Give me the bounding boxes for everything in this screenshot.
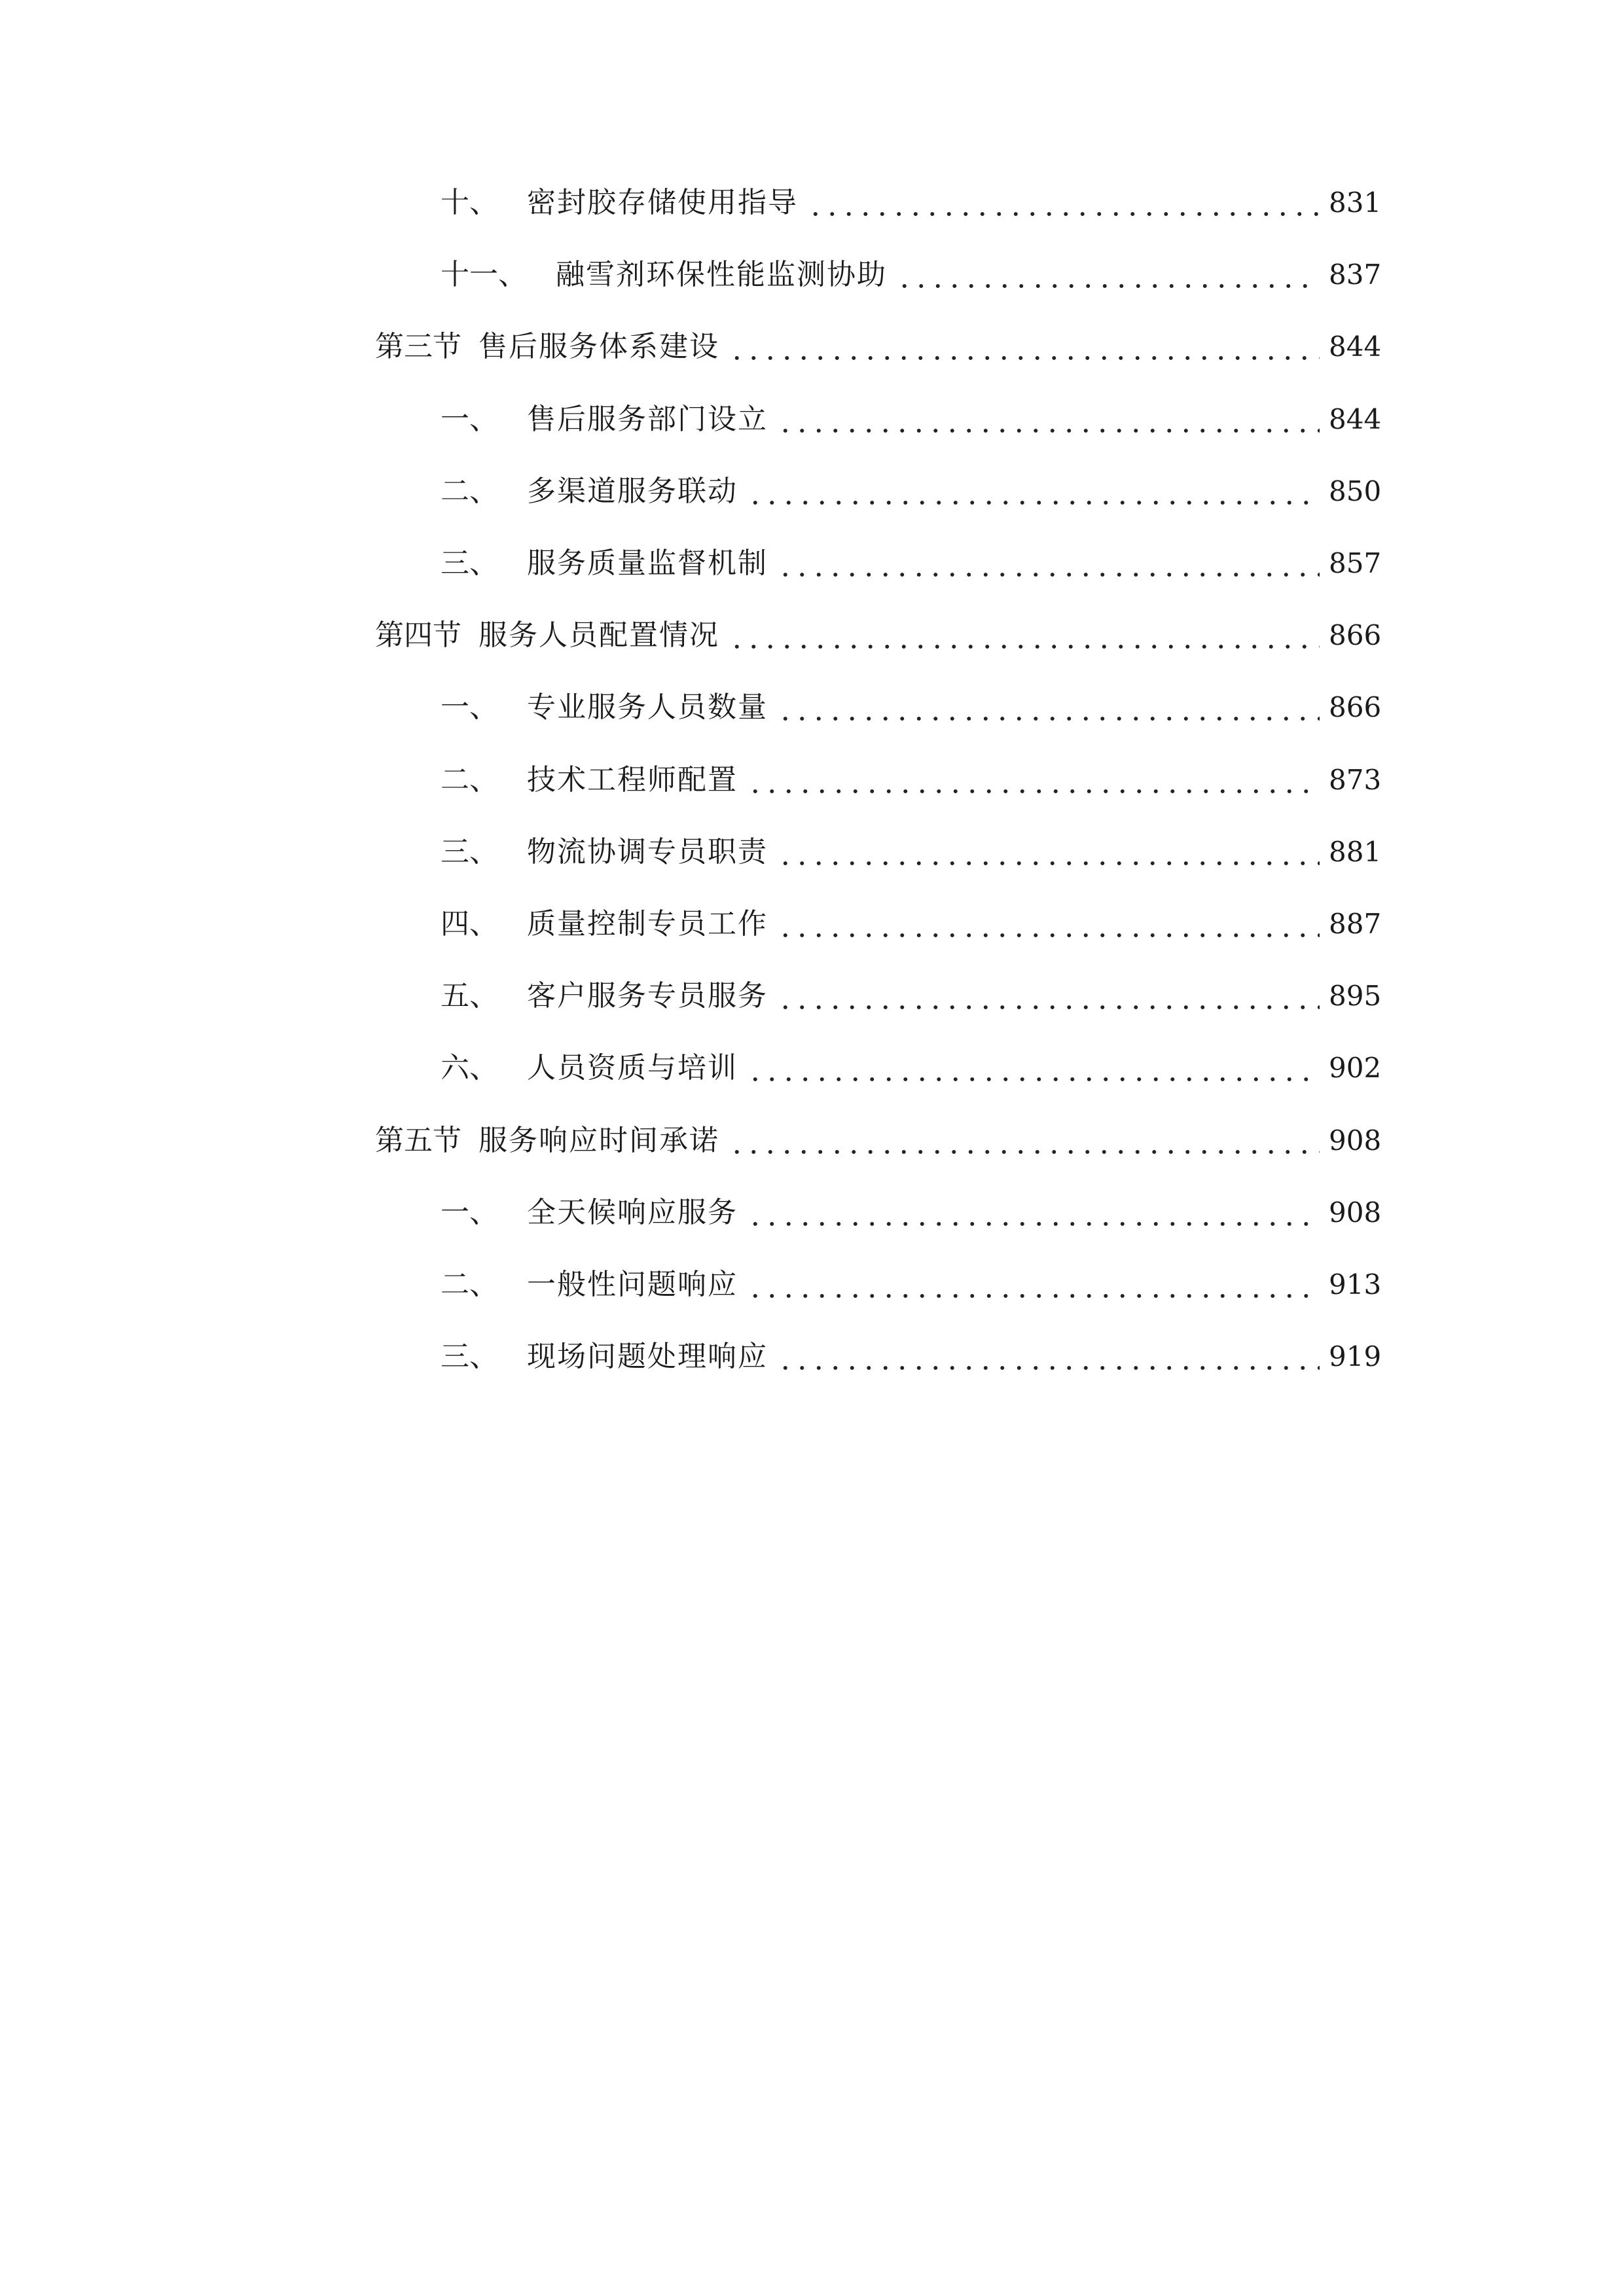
toc-entry-title: 融雪剂环保性能监测协助 xyxy=(556,258,887,292)
dot-leader xyxy=(747,465,1320,518)
toc-entry-label xyxy=(441,537,768,590)
toc-entry-title: 多渠道服务联动 xyxy=(527,474,738,508)
toc-entry-line xyxy=(441,249,1381,301)
toc-page-number: 850 xyxy=(1329,475,1382,507)
dot-leader xyxy=(777,826,1320,878)
toc-subsection-entry[interactable] xyxy=(0,393,1624,446)
toc-entry-line xyxy=(441,465,1381,518)
toc-entry-line xyxy=(441,754,1381,806)
toc-entry-label xyxy=(441,249,887,301)
toc-entry-number: 二、 xyxy=(441,762,498,797)
toc-entry-number: 二、 xyxy=(441,1268,498,1301)
toc-section-entry[interactable] xyxy=(0,1115,1624,1167)
toc-subsection-entry[interactable] xyxy=(0,681,1624,734)
toc-entry-title: 密封胶存储使用指导 xyxy=(527,186,798,219)
dot-leader xyxy=(729,609,1320,662)
toc-page-number: 908 xyxy=(1329,1196,1382,1229)
toc-page-number: 873 xyxy=(1329,763,1382,796)
toc-entry-number: 第四节 xyxy=(375,619,461,653)
dot-leader xyxy=(729,321,1320,373)
toc-subsection-entry[interactable] xyxy=(0,898,1624,950)
toc-entry-number: 一、 xyxy=(441,1195,498,1229)
toc-entry-line xyxy=(441,826,1381,878)
toc-entry-label xyxy=(441,754,738,806)
toc-entry-number: 一、 xyxy=(441,691,498,725)
toc-entry-title: 技术工程师配置 xyxy=(527,762,738,797)
toc-entry-title: 全天候响应服务 xyxy=(527,1195,738,1229)
toc-entry-number: 六、 xyxy=(441,1051,498,1085)
toc-entry-number: 第三节 xyxy=(375,330,461,364)
toc-page-number: 844 xyxy=(1329,331,1382,363)
toc-entry-title: 服务响应时间承诺 xyxy=(478,1123,719,1157)
toc-page-number: 831 xyxy=(1329,187,1382,219)
toc-entry-label xyxy=(441,465,738,518)
toc-subsection-entry[interactable] xyxy=(0,177,1624,229)
toc-page-number: 857 xyxy=(1329,547,1382,579)
dot-leader xyxy=(729,1115,1320,1167)
toc-entry-line xyxy=(441,1259,1381,1311)
toc-entry-number: 五、 xyxy=(441,979,498,1013)
toc-subsection-entry[interactable] xyxy=(0,465,1624,518)
toc-entry-label xyxy=(441,393,768,446)
toc-entry-label xyxy=(441,1331,768,1383)
dot-leader xyxy=(747,1187,1320,1239)
toc-entry-line xyxy=(441,177,1381,229)
dot-leader xyxy=(777,898,1320,950)
dot-leader xyxy=(747,1259,1320,1311)
toc-entry-title: 一般性问题响应 xyxy=(527,1268,738,1301)
toc-subsection-entry[interactable] xyxy=(0,249,1624,301)
toc-subsection-entry[interactable] xyxy=(0,1042,1624,1094)
toc-entry-label xyxy=(441,826,768,878)
toc-entry-title: 售后服务体系建设 xyxy=(478,330,719,364)
toc-entry-title: 服务人员配置情况 xyxy=(478,619,719,653)
dot-leader xyxy=(896,249,1320,301)
toc-subsection-entry[interactable] xyxy=(0,1187,1624,1239)
toc-entry-label xyxy=(441,970,768,1022)
toc-entry-label xyxy=(441,1187,738,1239)
toc-entry-number: 一、 xyxy=(441,402,498,436)
toc-entry-label xyxy=(375,321,719,373)
toc-subsection-entry[interactable] xyxy=(0,1259,1624,1311)
toc-entry-number: 第五节 xyxy=(375,1123,461,1157)
toc-subsection-entry[interactable] xyxy=(0,754,1624,806)
toc-page-number: 887 xyxy=(1329,908,1382,940)
toc-subsection-entry[interactable] xyxy=(0,1331,1624,1383)
toc-page-number: 881 xyxy=(1329,835,1382,868)
toc-page-number: 908 xyxy=(1329,1124,1382,1157)
toc-entry-line xyxy=(375,609,1381,662)
toc-entry-number: 二、 xyxy=(441,474,498,508)
dot-leader xyxy=(777,970,1320,1022)
toc-section-entry[interactable] xyxy=(0,609,1624,662)
toc-entry-title: 服务质量监督机制 xyxy=(527,547,768,580)
toc-entry-line xyxy=(441,537,1381,590)
toc-subsection-entry[interactable] xyxy=(0,826,1624,878)
toc-page-number: 913 xyxy=(1329,1268,1382,1300)
dot-leader xyxy=(777,681,1320,734)
dot-leader xyxy=(777,393,1320,446)
dot-leader xyxy=(777,1331,1320,1383)
dot-leader xyxy=(777,537,1320,590)
toc-page-number: 866 xyxy=(1329,619,1382,652)
dot-leader xyxy=(747,1042,1320,1094)
toc-entry-line xyxy=(441,393,1381,446)
toc-entry-line xyxy=(441,1331,1381,1383)
toc-page-number: 919 xyxy=(1329,1340,1382,1373)
toc-entry-number: 四、 xyxy=(441,907,498,941)
toc-entry-title: 现场问题处理响应 xyxy=(527,1340,768,1374)
toc-entry-line xyxy=(441,1187,1381,1239)
toc-entry-label xyxy=(441,177,798,229)
toc-entry-number: 三、 xyxy=(441,547,498,580)
toc-entry-label xyxy=(375,609,719,662)
dot-leader xyxy=(747,754,1320,806)
toc-page-number: 844 xyxy=(1329,403,1382,435)
toc-entry-label xyxy=(441,681,768,734)
toc-entry-line xyxy=(441,681,1381,734)
toc-page-number: 895 xyxy=(1329,980,1382,1013)
toc-entry-label xyxy=(441,898,768,950)
toc-page-number: 902 xyxy=(1329,1052,1382,1085)
toc-entry-number: 十、 xyxy=(441,186,498,219)
toc-entry-label xyxy=(441,1259,738,1311)
toc-entry-title: 人员资质与培训 xyxy=(527,1051,738,1085)
dot-leader xyxy=(807,177,1320,229)
toc-page-number: 837 xyxy=(1329,259,1382,291)
toc-section-entry[interactable] xyxy=(0,321,1624,373)
toc-entry-title: 客户服务专员服务 xyxy=(527,979,768,1013)
toc-entry-title: 专业服务人员数量 xyxy=(527,691,768,725)
toc-entry-line xyxy=(375,321,1381,373)
toc-entry-number: 三、 xyxy=(441,1340,498,1374)
toc-entry-title: 质量控制专员工作 xyxy=(527,907,768,941)
toc-entry-line xyxy=(441,898,1381,950)
toc-entry-line xyxy=(375,1115,1381,1167)
toc-entry-line xyxy=(441,1042,1381,1094)
toc-entry-number: 三、 xyxy=(441,834,498,869)
toc-subsection-entry[interactable] xyxy=(0,970,1624,1022)
toc-page-number: 866 xyxy=(1329,691,1382,724)
toc-subsection-entry[interactable] xyxy=(0,537,1624,590)
toc-entry-number: 十一、 xyxy=(441,258,527,292)
toc-entry-label xyxy=(441,1042,738,1094)
toc-entry-title: 物流协调专员职责 xyxy=(527,834,768,869)
toc-entry-line xyxy=(441,970,1381,1022)
toc-entry-label xyxy=(375,1115,719,1167)
toc-entry-title: 售后服务部门设立 xyxy=(527,402,768,436)
